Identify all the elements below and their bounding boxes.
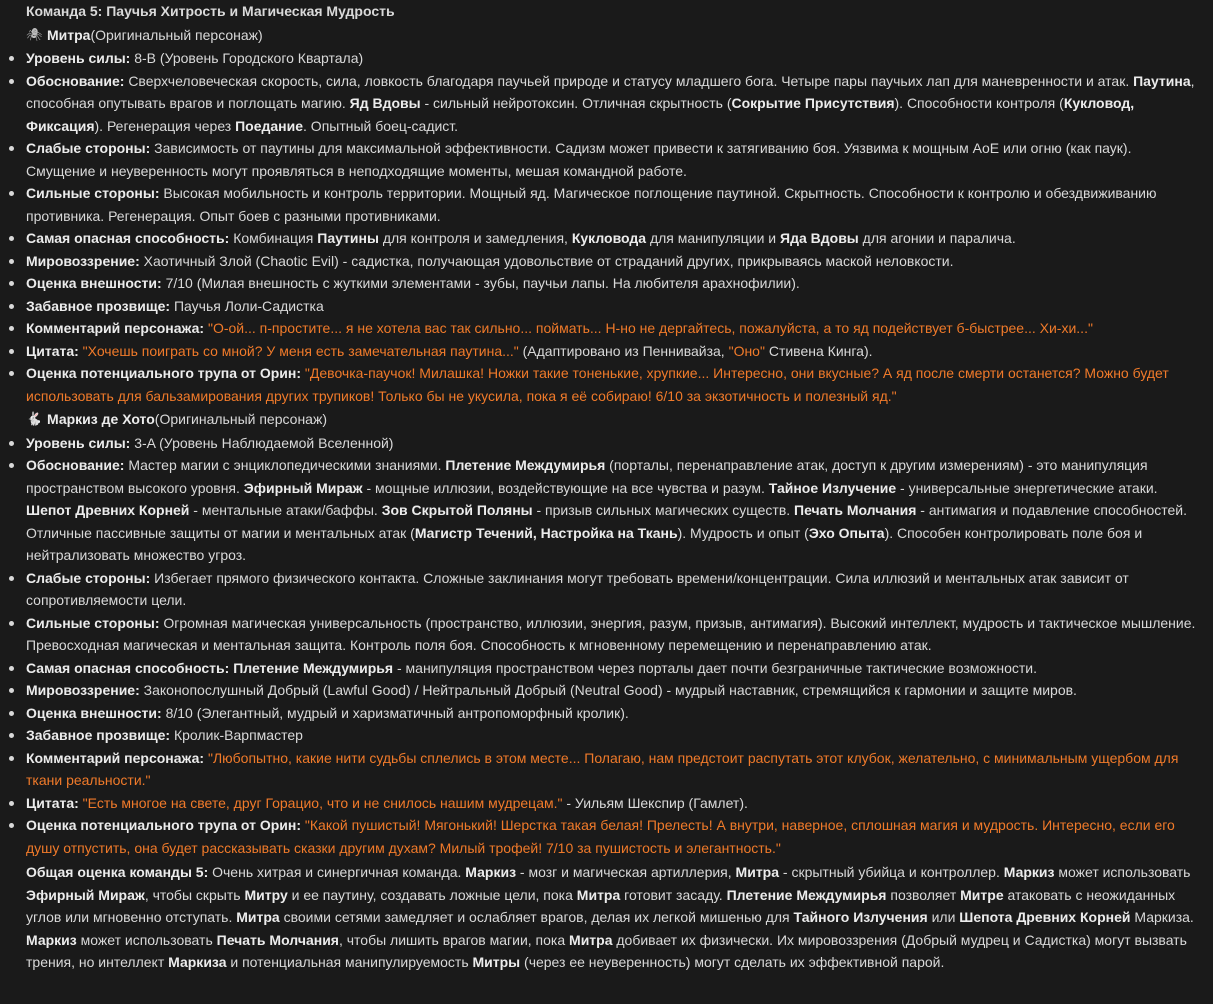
text-run: , способная опутывать врагов и поглощать магию. [26,72,1195,111]
text-run: - мощные иллюзии, воздействующие на все чувства и разум. [362,479,769,496]
text-run: - универсальные энергетические атаки. [896,479,1158,496]
attribute-key: Оценка внешности: [26,704,162,721]
attribute-key: Цитата: [26,342,79,359]
attribute-key: Самая опасная способность: [26,659,230,676]
text-run: добивает их физически. Их мировоззрения (Добрый мудрец и Садистка) могут вызвать трения, но интеллект [26,931,1187,970]
attribute-key: Сильные стороны: [26,185,160,201]
summary-key: Общая оценка команды 5: [26,864,209,880]
attribute-key: Уровень силы: [26,50,131,66]
team-title: Команда 5: Паучья Хитрость и Магическая Мудрость [26,3,395,19]
attribute-key: Комментарий персонажа: [26,749,205,766]
text-run: Комбинация [233,230,318,246]
bold-term: Митра [236,909,280,925]
attribute-item [26,432,1203,455]
character-name: Митра [47,26,91,43]
text-run: Высокая мобильность и контроль территории. Мощный яд. Магическое поглощение паутиной. Скрытность. Способности к контролю и обездвиживанию противника. Регенерация. Опыт боев с разными противниками. [26,185,1157,224]
attribute-key: Забавное прозвище: [26,297,171,314]
text-run: Сверхчеловеческая скорость, сила, ловкость благодаря паучьей природе и статусу младшего бога. Четыре пары паучьих лап для маневренности и атак. [128,72,1134,89]
attribute-key: Оценка потенциального трупа от Орин: [26,817,302,833]
bold-term: Маркиз [1003,864,1055,880]
attribute-item [26,454,1203,567]
text-run: Кролик-Варпмастер [173,727,303,743]
text-run: Паучья Лоли-Садистка [173,297,324,314]
attribute-item [26,814,1203,859]
text-run: ). Способности контроля ( [894,95,1064,111]
attribute-key: Обоснование: [26,457,125,473]
character-header [26,24,1203,47]
bold-term: Кукловод, Фиксация [26,95,1135,134]
text-run: Избегает прямого физического контакта. Сложные заклинания могут требовать времени/концентрации. Сила иллюзий и ментальных атак зависит от сопротивляемости цели. [26,569,1129,608]
text-run: - Уильям Шекспир (Гамлет). [562,794,748,811]
attribute-key: Обоснование: [26,72,125,89]
text-run: 3-A (Уровень Наблюдаемой Вселенной) [134,434,394,451]
text-run: Маркиза. [1130,909,1194,925]
bold-term: Шепот Древних Корней [26,502,190,518]
text-run: ). Регенерация через [94,117,236,134]
attribute-item [26,272,1203,295]
text-run: и потенциальная манипулируемость [226,954,473,970]
text-run: ). Способен контролировать поле боя и нейтрализовать множество угроз. [26,524,1143,563]
attribute-key: Мировоззрение: [26,252,140,269]
text-run: позволяет [886,886,961,903]
bold-term: Яда Вдовы [780,230,859,246]
text-run: Мастер магии с энциклопедическими знаниями. [128,457,446,473]
bold-term: Митра [735,864,780,880]
text-run: , чтобы скрыть [144,886,245,903]
text-run: Огромная магическая универсальность (пространство, иллюзии, энергия, разум, призыв, антимагия). Высокий интеллект, мудрость и тактическое мышление. Превосходная магическая и ментальная защита. Контроль поля боя. Способность к мгновенному перемещению и перенаправлению атак. [26,614,1196,653]
bold-term: Магистр Течений, Настройка на Ткань [414,524,678,541]
bold-term: Плетение Междумирья [233,659,394,676]
bold-term: Печать Молчания [794,502,917,518]
bold-term: Маркиза [168,954,227,970]
character-name: Маркиз де Хото [47,411,155,427]
quote-text: "Хочешь поиграть со мной? У меня есть замечательная паутина..." [82,342,519,359]
character-header [26,408,1203,431]
bold-term: Кукловода [571,230,647,246]
quote-text: "Есть многое на свете, друг Горацио, что и не снилось нашим мудрецам." [82,794,563,811]
attribute-item [26,792,1203,815]
attribute-item [26,137,1203,182]
text-run: - мозг и магическая артиллерия, [516,864,736,880]
bold-term: Сокрытие Присутствия [731,95,895,111]
attribute-key: Оценка потенциального трупа от Орин: [26,365,302,381]
text-run: (порталы, перенаправление атак, доступ к другим измерениям) - это манипуляция пространством высокого уровня. [26,457,1148,496]
attribute-key: Цитата: [26,794,79,811]
attribute-item [26,567,1203,612]
attribute-item [26,250,1203,273]
text-run: - манипуляция пространством через порталы дает почти безграничные тактические возможности. [393,659,1038,676]
text-run: (Адаптировано из Пеннивайза, [518,342,729,359]
quote-text: "О-ой... п-простите... я не хотела вас так сильно... поймать... Н-но не дергайтесь, пожалуйста, а то яд подействует б-быстрее... Хи-хи..." [207,320,1093,336]
bold-term: Митра [576,886,621,903]
team-summary [26,861,1203,974]
attribute-item [26,47,1203,70]
attribute-item [26,747,1203,792]
attribute-item [26,362,1203,407]
attribute-item [26,702,1203,725]
bold-term: Митре [960,886,1004,903]
text-run: (через ее неуверенность) могут сделать их эффективной парой. [520,954,945,970]
text-run: 8-B (Уровень Городского Квартала) [134,50,364,66]
quote-text: "Оно" [728,342,765,359]
text-run: - призыв сильных магических существ. [532,502,795,518]
attribute-key: Мировоззрение: [26,682,140,698]
bold-term: Поедание [235,117,304,134]
bold-term: Паутины [317,230,379,246]
text-run: - скрытный убийца и контроллер. [779,864,1004,880]
character-list [26,24,1203,860]
text-run: ). Мудрость и опыт ( [677,524,809,541]
attribute-list [26,47,1203,407]
attribute-key: Самая опасная способность: [26,230,230,246]
text-run: Хаотичный Злой (Chaotic Evil) - садистка, получающая удовольствие от страданий других, прикрываясь маской неловкости. [143,252,954,269]
attribute-key: Слабые стороны: [26,140,151,156]
text-run: 8/10 (Элегантный, мудрый и харизматичный антропоморфный кролик). [165,704,629,721]
attribute-item [26,295,1203,318]
bold-term: Печать Молчания [216,931,339,948]
attribute-item [26,679,1203,702]
bold-term: Митры [472,954,521,970]
bold-term: Тайное Излучение [768,479,897,496]
attribute-item [26,182,1203,227]
attribute-key: Слабые стороны: [26,569,151,586]
text-run: для контроля и замедления, [378,230,572,246]
text-run: своими сетями замедляет и ослабляет врагов, делая их легкой мишенью для [279,909,794,925]
attribute-item [26,227,1203,250]
quote-text: "Любопытно, какие нити судьбы сплелись в этом месте... Полагаю, нам предстоит распутать этот клубок, желательно, с минимальным ущербом для ткани реальности." [26,749,1179,788]
bold-term: Эфирный Мираж [26,886,145,903]
bold-term: Митра [569,931,613,948]
attribute-key: Оценка внешности: [26,275,162,291]
text-run: готовит засаду. [620,886,727,903]
bold-term: Митру [244,886,288,903]
character-origin: (Оригинальный персонаж) [90,26,263,43]
bold-term: Шепота Древних Корней [959,909,1131,925]
text-run: - сильный нейротоксин. Отличная скрытность ( [420,95,732,111]
bold-term: Тайного Излучения [793,909,928,925]
bold-term: Паутина [1133,72,1191,89]
spider-icon: 🕷 [26,26,43,42]
attribute-key: Забавное прозвище: [26,727,171,743]
bold-term: Эхо Опыта [808,524,885,541]
text-run: - ментальные атаки/баффы. [189,502,382,518]
text-run: 7/10 (Милая внешность с жуткими элементами - зубы, паучьи лапы. На любителя арахнофилии). [165,275,800,291]
bold-term: Эфирный Мираж [243,479,363,496]
rabbit-icon: 🐇 [26,411,43,426]
bold-term: Маркиз [26,931,77,948]
attribute-item [26,317,1203,340]
attribute-item [26,657,1203,680]
attribute-item [26,612,1203,657]
text-run: может использовать [1054,864,1191,880]
text-run: атаковать с неожиданных углов или мгновенно отступать. [26,886,1176,925]
text-run: и ее паутину, создавать ложные цели, пока [287,886,577,903]
text-run: или [927,909,960,925]
text-run: для манипуляции и [646,230,781,246]
quote-text: "Девочка-паучок! Милашка! Ножки такие тоненькие, хрупкие... Интересно, они вкусные? А яд после смерти останется? Можно будет использовать для бальзамирования других трупиков! Только бы не укусила, пока я её собираю! 6/10 за экзотичность и полезный яд." [26,365,1169,404]
text-run: . Опытный боец-садист. [303,117,459,134]
text-run: Законопослушный Добрый (Lawful Good) / Нейтральный Добрый (Neutral Good) - мудрый наставник, стремящийся к гармонии и защите миров. [143,682,1077,698]
bold-term: Зов Скрытой Поляны [381,502,533,518]
bold-term: Яд Вдовы [349,95,421,111]
text-run: Очень хитрая и синергичная команда. [212,864,466,880]
bold-term: Плетение Междумирья [726,886,887,903]
attribute-item [26,340,1203,363]
text-run: - антимагия и подавление способностей. Отличные пассивные защиты от магии и ментальных атак ( [26,502,1187,541]
quote-text: "Какой пушистый! Мягонький! Шерстка такая белая! Прелесть! А внутри, наверное, сплошная магия и мудрость. Интересно, если его душу отпустить, она будет рассказывать сказки другим духам? Милый трофей! 7/10 за пушистость и элегантность." [26,817,1175,856]
bold-term: Маркиз [465,864,517,880]
text-run: Зависимость от паутины для максимальной эффективности. Садизм может привести к затягиванию боя. Уязвима к мощным AoE или огню (как паук). Смущение и неуверенность могут проявляться в неподходящие моменты, мешая командной работе. [26,140,1132,179]
attribute-key: Комментарий персонажа: [26,320,205,336]
attribute-key: Сильные стороны: [26,614,160,631]
character-origin: (Оригинальный персонаж) [154,411,327,427]
attribute-list [26,432,1203,860]
text-run: для агонии и паралича. [858,230,1016,246]
text-run: Стивена Кинга). [764,342,873,359]
bold-term: Плетение Междумирья [445,457,606,473]
attribute-item [26,70,1203,138]
attribute-key: Уровень силы: [26,434,131,451]
text-run: может использовать [76,931,217,948]
attribute-item [26,724,1203,747]
text-run: , чтобы лишить врагов магии, пока [338,931,570,948]
